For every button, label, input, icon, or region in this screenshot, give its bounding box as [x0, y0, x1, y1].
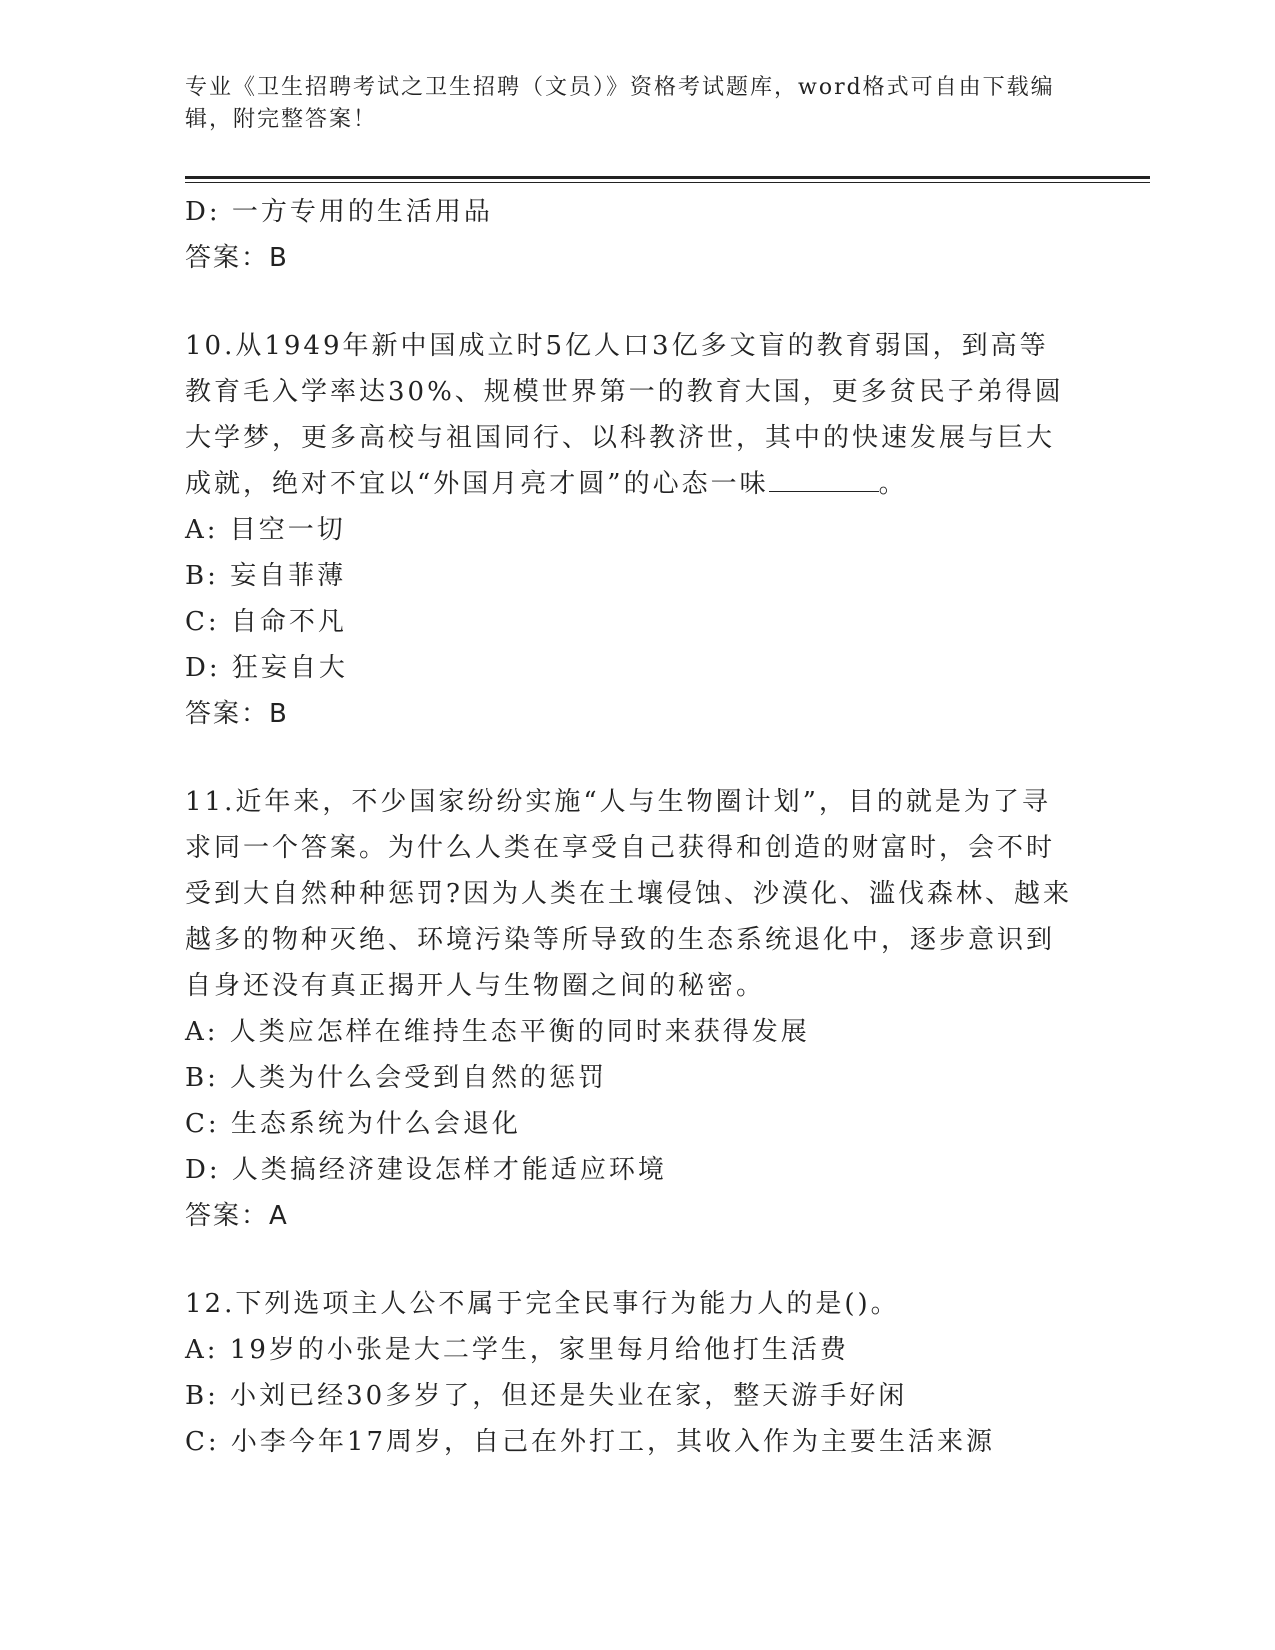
document-header: 专业《卫生招聘考试之卫生招聘（文员）》资格考试题库，word格式可自由下载编辑，附完整答案！ [185, 75, 1055, 132]
answer-line: 答案：A [185, 1201, 289, 1231]
option-b: B: 妄自菲薄 [185, 561, 347, 591]
option-d: D: 狂妄自大 [185, 653, 348, 683]
question-12 [185, 1281, 1085, 1465]
answer-line: 答案：B [185, 699, 289, 729]
question-11 [185, 779, 1085, 1239]
option-d: D: 一方专用的生活用品 [185, 197, 493, 227]
option-b: B: 小刘已经30多岁了，但还是失业在家，整天游手好闲 [185, 1381, 908, 1411]
option-a: A: 人类应怎样在维持生态平衡的同时来获得发展 [185, 1017, 810, 1047]
option-c: C: 小李今年17周岁，自己在外打工，其收入作为主要生活来源 [185, 1427, 996, 1457]
question-list [185, 189, 1085, 1465]
option-a: A: 19岁的小张是大二学生，家里每月给他打生活费 [185, 1335, 849, 1365]
option-b: B: 人类为什么会受到自然的惩罚 [185, 1063, 608, 1093]
question-10 [185, 323, 1085, 737]
question-stem: 11.近年来，不少国家纷纷实施“人与生物圈计划”，目的就是为了寻求同一个答案。为什么人类在享受自己获得和创造的财富时，会不时受到大自然种种惩罚?因为人类在土壤侵蚀、沙漠化、滥伐森林、越来越多的物种灭绝、环境污染等所导致的生态系统退化中，逐步意识到自身还没有真正揭开人与生物圈之间的秘密。 [185, 787, 1072, 1001]
question-stem-end: 。 [878, 469, 908, 499]
fill-in-blank [769, 465, 879, 492]
question-stem [185, 323, 1075, 507]
question-stem: 12.下列选项主人公不属于完全民事行为能力人的是()。 [185, 1289, 900, 1319]
previous-question-tail [185, 189, 1085, 281]
header-rule-thick [185, 176, 1150, 179]
answer-line: 答案：B [185, 243, 289, 273]
option-c: C: 自命不凡 [185, 607, 347, 637]
question-stem-text: 10.从1949年新中国成立时5亿人口3亿多文盲的教育弱国，到高等教育毛入学率达30%、规模世界第一的教育大国，更多贫民子弟得圆大学梦，更多高校与祖国同行、以科教济世，其中的快速发展与巨大成就，绝对不宜以“外国月亮才圆”的心态一味 [185, 331, 1064, 499]
option-c: C: 生态系统为什么会退化 [185, 1109, 521, 1139]
option-a: A: 目空一切 [185, 515, 346, 545]
header-rule-thin [185, 182, 1150, 183]
option-d: D: 人类搞经济建设怎样才能适应环境 [185, 1155, 667, 1185]
